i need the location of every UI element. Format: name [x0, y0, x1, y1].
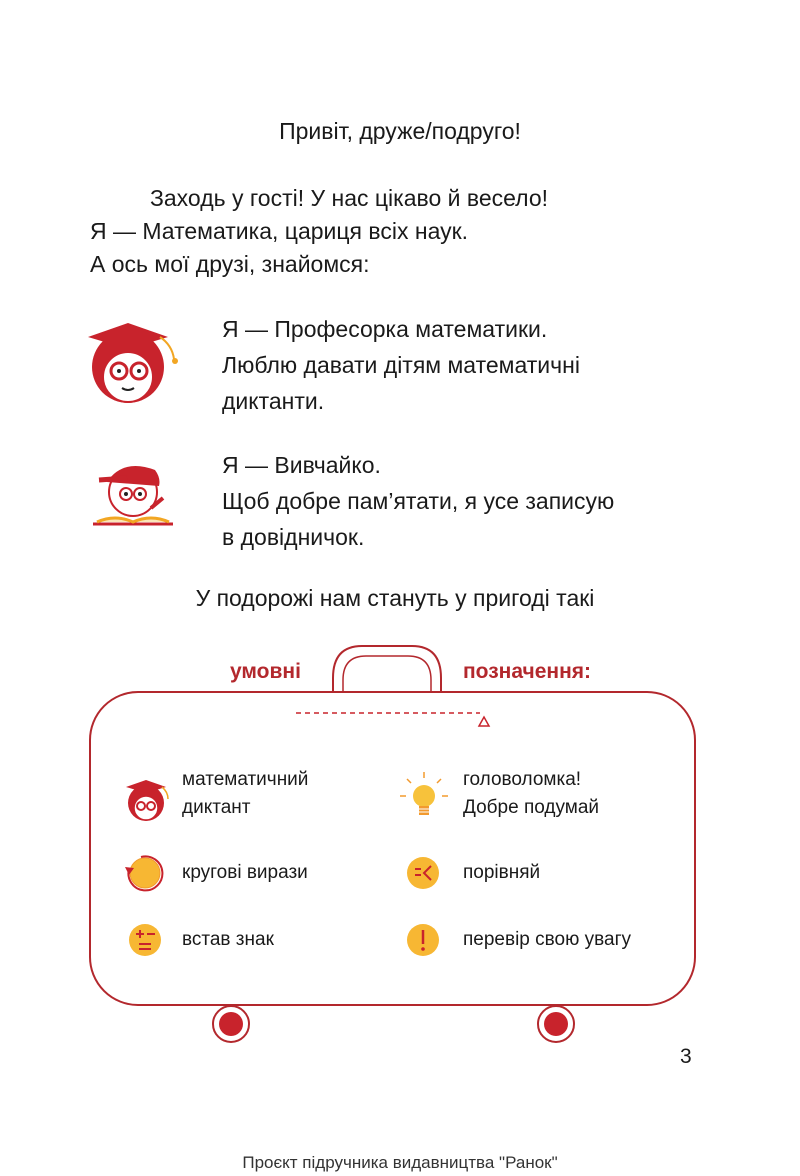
travel-text: У подорожі нам стануть у пригоді такі	[195, 585, 595, 611]
intro-text	[90, 182, 548, 281]
intro-line: Заходь у гості! У нас цікаво й весело!	[150, 185, 549, 211]
legend-item-label: порівняй	[463, 862, 541, 883]
professor-icon	[88, 323, 178, 403]
student-description	[222, 447, 614, 555]
student-line: Я — Вивчайко.	[222, 452, 381, 478]
professor-small-icon	[126, 780, 168, 821]
page-number: 3	[680, 1045, 692, 1068]
legend-item-attention	[463, 926, 631, 954]
suitcase-handle	[333, 646, 441, 692]
intro-line: А ось мої друзі, знайомся:	[90, 251, 370, 277]
footer: Проєкт підручника видавництва "Ранок"	[242, 1153, 558, 1172]
legend-item-label: кругові вирази	[182, 862, 308, 883]
student-line: в довідничок.	[222, 524, 365, 550]
legend-item-insert-sign	[182, 926, 274, 954]
legend-item-circular	[182, 859, 308, 887]
legend-item-compare	[463, 859, 540, 887]
legend-item-dictation	[182, 766, 308, 822]
legend-item-puzzle	[463, 766, 599, 822]
compare-icon	[407, 857, 439, 889]
professor-line: Люблю давати дітям математичні	[222, 352, 580, 378]
legend-item-label: встав знак	[182, 929, 274, 950]
legend-item-label: математичний	[182, 769, 309, 790]
suitcase-wheel-right	[538, 1006, 574, 1042]
legend-item-label: Добре подумай	[463, 797, 599, 818]
exclamation-icon	[407, 924, 439, 956]
plus-minus-icon	[129, 924, 161, 956]
professor-description	[222, 311, 580, 419]
greeting: Привіт, друже/подруго!	[279, 118, 521, 144]
lightbulb-icon	[400, 772, 448, 815]
student-line: Щоб добре пам’ятати, я усе записую	[222, 488, 615, 514]
suitcase-body	[90, 692, 695, 1005]
legend-item-label: диктант	[182, 797, 251, 818]
circle-arrow-icon	[125, 856, 162, 890]
suitcase-wheel-left	[213, 1006, 249, 1042]
legend-title-right: позначення:	[463, 660, 591, 683]
professor-line: диктанти.	[222, 388, 325, 414]
legend-item-label: перевір свою увагу	[463, 929, 632, 950]
legend-item-label: головоломка!	[463, 769, 582, 790]
intro-line: Я — Математика, цариця всіх наук.	[90, 218, 469, 244]
professor-line: Я — Професорка математики.	[222, 316, 548, 342]
legend-title-left: умовні	[230, 660, 301, 683]
student-icon	[93, 466, 173, 524]
